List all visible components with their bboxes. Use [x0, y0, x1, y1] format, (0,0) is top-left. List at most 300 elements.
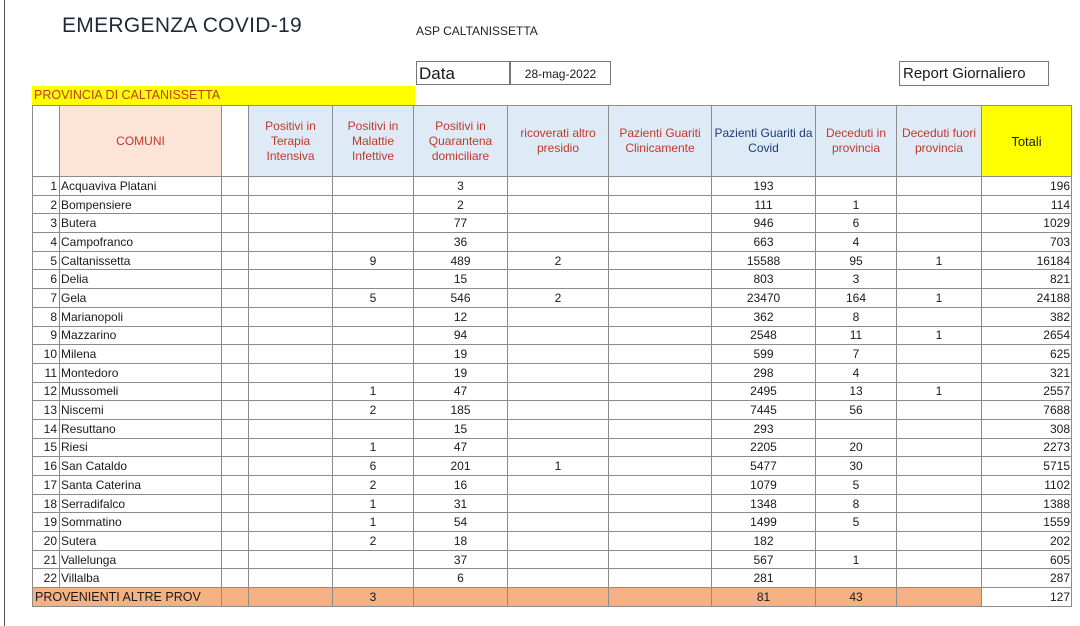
cell-fuori — [897, 438, 982, 457]
cell-terapia — [249, 382, 333, 401]
cell-totale: 202 — [982, 532, 1072, 551]
cell-terapia — [249, 233, 333, 252]
table-row — [33, 419, 1072, 438]
province-banner: PROVINCIA DI CALTANISSETTA — [32, 86, 415, 106]
comune-name: Vallelunga — [60, 550, 222, 569]
cell-guariti: 182 — [712, 532, 816, 551]
comune-name: Delia — [60, 270, 222, 289]
cell-deceduti: 4 — [816, 363, 897, 382]
comune-name: Sommatino — [60, 513, 222, 532]
row-index: 17 — [33, 476, 60, 495]
row-index: 9 — [33, 326, 60, 345]
row-spacer — [222, 251, 249, 270]
row-index: 10 — [33, 345, 60, 364]
row-index: 13 — [33, 401, 60, 420]
cell-terapia — [249, 532, 333, 551]
cell-guariti: 362 — [712, 307, 816, 326]
cell-ricoverati — [508, 550, 609, 569]
cell-deceduti: 1 — [816, 550, 897, 569]
cell-ricoverati — [508, 569, 609, 588]
cell-malattie — [333, 550, 414, 569]
cell-totale: 287 — [982, 569, 1072, 588]
table-row — [33, 494, 1072, 513]
row-index: 16 — [33, 457, 60, 476]
cell-totale: 382 — [982, 307, 1072, 326]
cell-quarantena: 6 — [414, 569, 508, 588]
row-index: 3 — [33, 214, 60, 233]
cell-quarantena: 3 — [414, 177, 508, 196]
table-row — [33, 214, 1072, 233]
row-spacer — [222, 419, 249, 438]
comune-name: Resuttano — [60, 419, 222, 438]
comune-name: Milena — [60, 345, 222, 364]
comune-name: Gela — [60, 289, 222, 308]
cell-quarantena: 489 — [414, 251, 508, 270]
cell-malattie — [333, 177, 414, 196]
cell-totale: 2273 — [982, 438, 1072, 457]
cell-malattie: 6 — [333, 457, 414, 476]
cell-guariti: 7445 — [712, 401, 816, 420]
cell-clinicamente — [609, 476, 712, 495]
cell-quarantena: 47 — [414, 382, 508, 401]
table-row — [33, 569, 1072, 588]
cell-deceduti: 20 — [816, 438, 897, 457]
header-ricoverati: ricoverati altro presidio — [508, 106, 609, 177]
footer-ricoverati — [508, 588, 609, 607]
cell-deceduti: 4 — [816, 233, 897, 252]
cell-deceduti — [816, 177, 897, 196]
cell-guariti: 15588 — [712, 251, 816, 270]
row-spacer — [222, 270, 249, 289]
cell-guariti: 111 — [712, 195, 816, 214]
cell-fuori — [897, 569, 982, 588]
cell-deceduti: 8 — [816, 307, 897, 326]
row-index: 6 — [33, 270, 60, 289]
comune-name: Mazzarino — [60, 326, 222, 345]
cell-quarantena: 2 — [414, 195, 508, 214]
cell-fuori — [897, 195, 982, 214]
header-terapia-intensiva: Positivi in Terapia Intensiva — [249, 106, 333, 177]
row-spacer — [222, 457, 249, 476]
row-index: 1 — [33, 177, 60, 196]
footer-terapia — [249, 588, 333, 607]
row-spacer — [222, 307, 249, 326]
cell-totale: 308 — [982, 419, 1072, 438]
cell-totale: 2557 — [982, 382, 1072, 401]
cell-quarantena: 37 — [414, 550, 508, 569]
cell-fuori: 1 — [897, 251, 982, 270]
cell-ricoverati — [508, 345, 609, 364]
cell-clinicamente — [609, 307, 712, 326]
cell-guariti: 23470 — [712, 289, 816, 308]
cell-quarantena: 546 — [414, 289, 508, 308]
row-index: 19 — [33, 513, 60, 532]
footer-totale: 127 — [982, 588, 1072, 607]
row-index: 14 — [33, 419, 60, 438]
cell-fuori — [897, 177, 982, 196]
cell-malattie: 1 — [333, 513, 414, 532]
data-value-cell: 28-mag-2022 — [510, 61, 611, 85]
cell-ricoverati — [508, 195, 609, 214]
cell-clinicamente — [609, 214, 712, 233]
comune-name: Marianopoli — [60, 307, 222, 326]
footer-guariti: 81 — [712, 588, 816, 607]
cell-clinicamente — [609, 363, 712, 382]
row-index: 8 — [33, 307, 60, 326]
cell-terapia — [249, 345, 333, 364]
cell-malattie — [333, 233, 414, 252]
row-spacer — [222, 214, 249, 233]
cell-guariti: 1079 — [712, 476, 816, 495]
cell-fuori — [897, 401, 982, 420]
cell-ricoverati — [508, 363, 609, 382]
cell-clinicamente — [609, 289, 712, 308]
cell-clinicamente — [609, 550, 712, 569]
cell-clinicamente — [609, 345, 712, 364]
table-row — [33, 382, 1072, 401]
cell-totale: 2654 — [982, 326, 1072, 345]
cell-malattie — [333, 345, 414, 364]
cell-guariti: 1499 — [712, 513, 816, 532]
row-index: 22 — [33, 569, 60, 588]
cell-ricoverati — [508, 233, 609, 252]
cell-terapia — [249, 457, 333, 476]
cell-quarantena: 94 — [414, 326, 508, 345]
table-row — [33, 401, 1072, 420]
cell-terapia — [249, 438, 333, 457]
cell-clinicamente — [609, 177, 712, 196]
row-spacer — [222, 382, 249, 401]
table-row — [33, 513, 1072, 532]
row-spacer — [222, 177, 249, 196]
header-guariti-clinicamente: Pazienti Guariti Clinicamente — [609, 106, 712, 177]
cell-malattie — [333, 363, 414, 382]
row-spacer — [222, 532, 249, 551]
comune-name: Campofranco — [60, 233, 222, 252]
cell-terapia — [249, 251, 333, 270]
cell-clinicamente — [609, 419, 712, 438]
cell-terapia — [249, 307, 333, 326]
row-index: 4 — [33, 233, 60, 252]
header-guariti-covid: Pazienti Guariti da Covid — [712, 106, 816, 177]
cell-fuori — [897, 494, 982, 513]
cell-clinicamente — [609, 513, 712, 532]
row-spacer — [222, 476, 249, 495]
row-spacer — [222, 494, 249, 513]
table-row — [33, 307, 1072, 326]
cell-totale: 1559 — [982, 513, 1072, 532]
table-header-row — [33, 106, 1072, 177]
cell-deceduti: 13 — [816, 382, 897, 401]
footer-malattie: 3 — [333, 588, 414, 607]
comune-name: Riesi — [60, 438, 222, 457]
comune-name: Acquaviva Platani — [60, 177, 222, 196]
footer-label: PROVENIENTI ALTRE PROV — [33, 588, 222, 607]
cell-clinicamente — [609, 233, 712, 252]
row-index: 7 — [33, 289, 60, 308]
comune-name: Butera — [60, 214, 222, 233]
cell-fuori — [897, 419, 982, 438]
cell-deceduti: 5 — [816, 476, 897, 495]
cell-guariti: 567 — [712, 550, 816, 569]
cell-clinicamente — [609, 270, 712, 289]
cell-guariti: 193 — [712, 177, 816, 196]
header-deceduti-fuori: Deceduti fuori provincia — [897, 106, 982, 177]
comune-name: Montedoro — [60, 363, 222, 382]
row-index: 20 — [33, 532, 60, 551]
cell-terapia — [249, 195, 333, 214]
cell-clinicamente — [609, 457, 712, 476]
cell-guariti: 293 — [712, 419, 816, 438]
cell-quarantena: 54 — [414, 513, 508, 532]
comune-name: Serradifalco — [60, 494, 222, 513]
cell-quarantena: 16 — [414, 476, 508, 495]
row-spacer — [222, 345, 249, 364]
cell-malattie: 1 — [333, 382, 414, 401]
cell-fuori — [897, 513, 982, 532]
page-title: EMERGENZA COVID-19 — [62, 14, 302, 37]
footer-fuori — [897, 588, 982, 607]
cell-ricoverati — [508, 307, 609, 326]
table-row — [33, 251, 1072, 270]
row-spacer — [222, 550, 249, 569]
comune-name: Villalba — [60, 569, 222, 588]
cell-malattie: 5 — [333, 289, 414, 308]
cell-terapia — [249, 419, 333, 438]
cell-fuori — [897, 363, 982, 382]
cell-malattie: 2 — [333, 532, 414, 551]
cell-deceduti: 5 — [816, 513, 897, 532]
footer-clinicamente — [609, 588, 712, 607]
table-row — [33, 476, 1072, 495]
comune-name: Mussomeli — [60, 382, 222, 401]
cell-totale: 1388 — [982, 494, 1072, 513]
header-totali: Totali — [982, 106, 1072, 177]
cell-totale: 625 — [982, 345, 1072, 364]
row-spacer — [222, 438, 249, 457]
cell-malattie: 2 — [333, 401, 414, 420]
row-spacer — [222, 513, 249, 532]
cell-totale: 7688 — [982, 401, 1072, 420]
table-row — [33, 345, 1072, 364]
footer-quarantena — [414, 588, 508, 607]
cell-quarantena: 18 — [414, 532, 508, 551]
table-row — [33, 550, 1072, 569]
comune-name: Sutera — [60, 532, 222, 551]
covid-table — [32, 105, 1072, 607]
cell-quarantena: 19 — [414, 345, 508, 364]
cell-terapia — [249, 177, 333, 196]
cell-quarantena: 19 — [414, 363, 508, 382]
cell-terapia — [249, 401, 333, 420]
row-index: 5 — [33, 251, 60, 270]
cell-clinicamente — [609, 569, 712, 588]
cell-fuori — [897, 270, 982, 289]
cell-quarantena: 15 — [414, 270, 508, 289]
cell-terapia — [249, 326, 333, 345]
cell-terapia — [249, 494, 333, 513]
cell-ricoverati — [508, 476, 609, 495]
cell-clinicamente — [609, 326, 712, 345]
table-row — [33, 177, 1072, 196]
cell-totale: 196 — [982, 177, 1072, 196]
left-border — [4, 0, 5, 626]
cell-quarantena: 185 — [414, 401, 508, 420]
cell-guariti: 298 — [712, 363, 816, 382]
row-spacer — [222, 195, 249, 214]
cell-clinicamente — [609, 382, 712, 401]
cell-guariti: 281 — [712, 569, 816, 588]
cell-terapia — [249, 513, 333, 532]
footer-deceduti: 43 — [816, 588, 897, 607]
header-quarantena: Positivi in Quarantena domiciliare — [414, 106, 508, 177]
cell-malattie: 1 — [333, 494, 414, 513]
cell-deceduti: 164 — [816, 289, 897, 308]
comune-name: Niscemi — [60, 401, 222, 420]
cell-totale: 1102 — [982, 476, 1072, 495]
footer-spacer — [222, 588, 249, 607]
cell-deceduti: 7 — [816, 345, 897, 364]
cell-malattie — [333, 195, 414, 214]
row-index: 2 — [33, 195, 60, 214]
cell-ricoverati: 1 — [508, 457, 609, 476]
cell-ricoverati — [508, 401, 609, 420]
cell-guariti: 2495 — [712, 382, 816, 401]
cell-deceduti: 11 — [816, 326, 897, 345]
cell-terapia — [249, 569, 333, 588]
report-label-cell: Report Giornaliero — [899, 61, 1049, 86]
header-index-cell — [33, 106, 60, 177]
header-deceduti-provincia: Deceduti in provincia — [816, 106, 897, 177]
table-row — [33, 195, 1072, 214]
cell-fuori — [897, 345, 982, 364]
cell-ricoverati — [508, 494, 609, 513]
cell-malattie: 9 — [333, 251, 414, 270]
comune-name: San Cataldo — [60, 457, 222, 476]
cell-totale: 1029 — [982, 214, 1072, 233]
cell-guariti: 599 — [712, 345, 816, 364]
cell-fuori: 1 — [897, 382, 982, 401]
cell-terapia — [249, 270, 333, 289]
cell-quarantena: 31 — [414, 494, 508, 513]
row-spacer — [222, 363, 249, 382]
cell-terapia — [249, 476, 333, 495]
cell-fuori — [897, 214, 982, 233]
cell-terapia — [249, 363, 333, 382]
table-row — [33, 326, 1072, 345]
cell-ricoverati — [508, 532, 609, 551]
cell-guariti: 1348 — [712, 494, 816, 513]
cell-ricoverati — [508, 326, 609, 345]
cell-quarantena: 201 — [414, 457, 508, 476]
cell-fuori: 1 — [897, 289, 982, 308]
cell-fuori — [897, 550, 982, 569]
cell-quarantena: 36 — [414, 233, 508, 252]
table-row — [33, 289, 1072, 308]
cell-deceduti: 6 — [816, 214, 897, 233]
cell-guariti: 946 — [712, 214, 816, 233]
cell-ricoverati — [508, 419, 609, 438]
cell-ricoverati — [508, 382, 609, 401]
table-row — [33, 532, 1072, 551]
cell-deceduti: 1 — [816, 195, 897, 214]
cell-terapia — [249, 214, 333, 233]
cell-malattie — [333, 569, 414, 588]
cell-fuori — [897, 457, 982, 476]
cell-fuori — [897, 476, 982, 495]
cell-clinicamente — [609, 401, 712, 420]
cell-malattie — [333, 214, 414, 233]
cell-deceduti: 95 — [816, 251, 897, 270]
cell-ricoverati — [508, 513, 609, 532]
cell-totale: 605 — [982, 550, 1072, 569]
footer-row — [33, 588, 1072, 607]
cell-ricoverati — [508, 438, 609, 457]
cell-clinicamente — [609, 494, 712, 513]
asp-label: ASP CALTANISSETTA — [416, 24, 538, 38]
table-row — [33, 270, 1072, 289]
cell-guariti: 2548 — [712, 326, 816, 345]
data-label-cell: Data — [416, 61, 510, 85]
cell-totale: 24188 — [982, 289, 1072, 308]
cell-quarantena: 47 — [414, 438, 508, 457]
row-index: 12 — [33, 382, 60, 401]
cell-fuori: 1 — [897, 326, 982, 345]
cell-totale: 5715 — [982, 457, 1072, 476]
cell-deceduti: 8 — [816, 494, 897, 513]
header-malattie-infettive: Positivi in Malattie Infettive — [333, 106, 414, 177]
cell-malattie — [333, 326, 414, 345]
cell-guariti: 5477 — [712, 457, 816, 476]
cell-deceduti: 3 — [816, 270, 897, 289]
row-spacer — [222, 569, 249, 588]
table-row — [33, 438, 1072, 457]
cell-clinicamente — [609, 532, 712, 551]
comune-name: Bompensiere — [60, 195, 222, 214]
cell-ricoverati — [508, 270, 609, 289]
row-index: 18 — [33, 494, 60, 513]
cell-totale: 321 — [982, 363, 1072, 382]
row-index: 15 — [33, 438, 60, 457]
table-row — [33, 457, 1072, 476]
cell-deceduti — [816, 569, 897, 588]
cell-malattie: 1 — [333, 438, 414, 457]
row-index: 21 — [33, 550, 60, 569]
cell-malattie — [333, 419, 414, 438]
cell-deceduti: 56 — [816, 401, 897, 420]
cell-malattie: 2 — [333, 476, 414, 495]
cell-totale: 114 — [982, 195, 1072, 214]
cell-clinicamente — [609, 438, 712, 457]
cell-quarantena: 12 — [414, 307, 508, 326]
comune-name: Santa Caterina — [60, 476, 222, 495]
row-spacer — [222, 326, 249, 345]
cell-malattie — [333, 270, 414, 289]
cell-ricoverati — [508, 214, 609, 233]
cell-ricoverati — [508, 177, 609, 196]
row-spacer — [222, 289, 249, 308]
cell-fuori — [897, 307, 982, 326]
comune-name: Caltanissetta — [60, 251, 222, 270]
cell-quarantena: 15 — [414, 419, 508, 438]
cell-fuori — [897, 233, 982, 252]
header-spacer — [222, 106, 249, 177]
cell-totale: 821 — [982, 270, 1072, 289]
cell-deceduti — [816, 419, 897, 438]
cell-clinicamente — [609, 195, 712, 214]
cell-guariti: 663 — [712, 233, 816, 252]
cell-ricoverati: 2 — [508, 289, 609, 308]
